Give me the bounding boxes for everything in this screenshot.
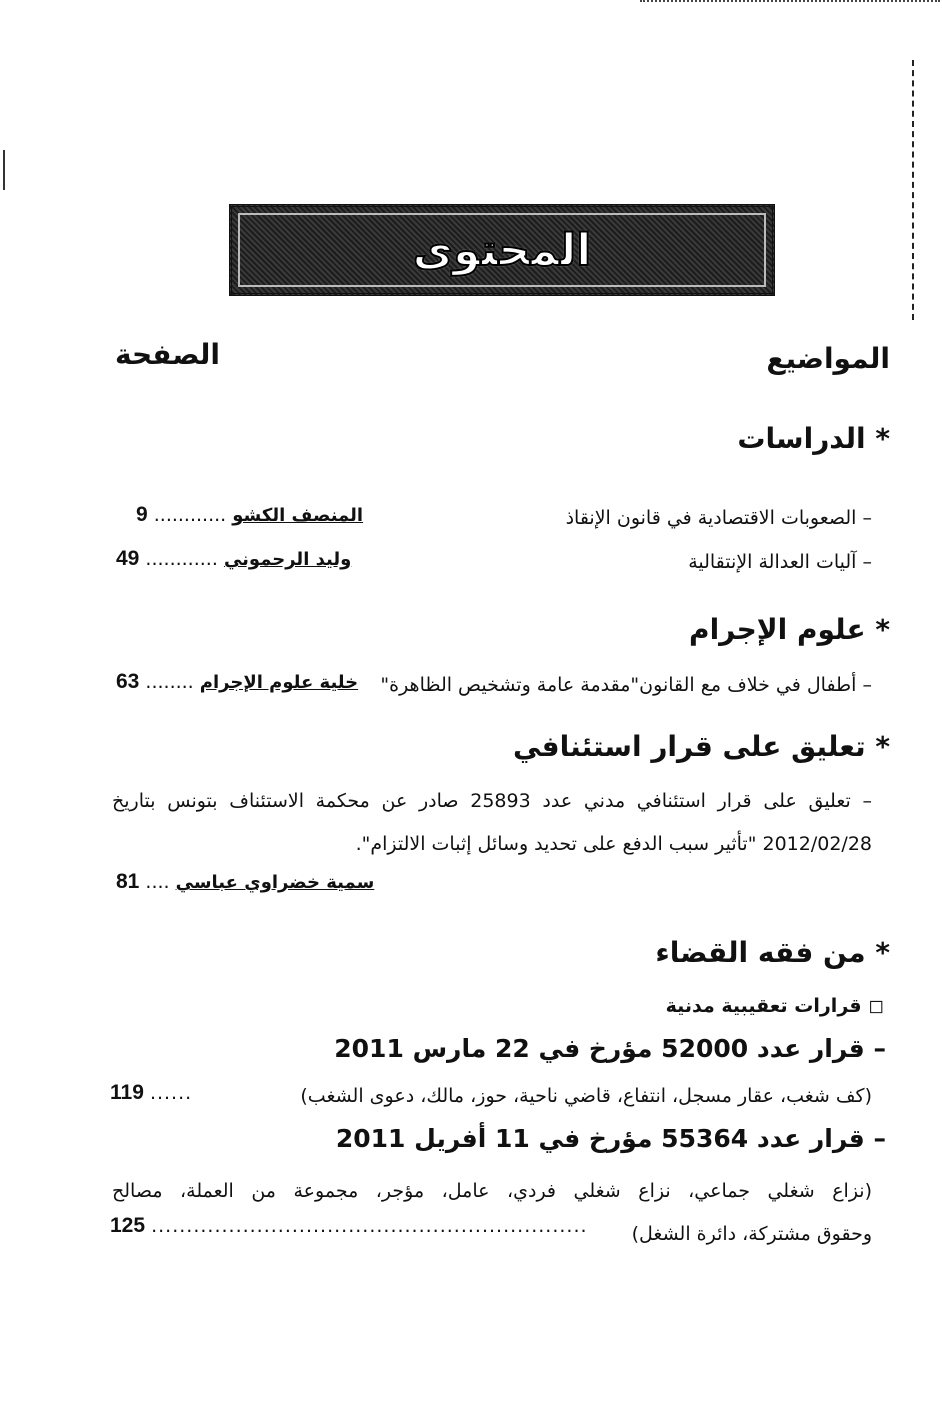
scan-border-top — [640, 0, 940, 2]
decision-2-keywords-line-2: وحقوق مشتركة، دائرة الشغل) — [631, 1223, 872, 1245]
bullet-star-icon: * — [875, 613, 890, 646]
decision-2-ref — [110, 1214, 588, 1238]
studies-item-1-dots: ............ — [153, 504, 227, 526]
section-criminology-title: * علوم الإجرام — [689, 613, 890, 646]
section-commentary-title: * تعليق على قرار استئنافي — [512, 730, 890, 763]
bullet-star-icon: * — [875, 730, 890, 763]
banner-title: المحتوى — [412, 224, 592, 276]
decision-1-dots: ...... — [149, 1082, 193, 1104]
decision-1-ref — [110, 1081, 192, 1105]
studies-item-2-dots: ............ — [145, 548, 218, 570]
decision-1-page: 119 — [110, 1081, 144, 1104]
commentary-line-1: – تعليق على قرار استئنافي مدني عدد 25893 صادر عن محكمة الاستئناف بتونس بتاريخ — [112, 790, 872, 812]
commentary-line-2: 2012/02/28 "تأثير سبب الدفع على تحديد وسائل إثبات الالتزام". — [355, 833, 872, 855]
studies-item-1-page: 9 — [136, 503, 148, 526]
decision-1-keywords: (كف شغب، عقار مسجل، انتفاع، قاضي ناحية، حوز، مالك، دعوى الشغب) — [300, 1085, 872, 1107]
decision-1-title: – قرار عدد 52000 مؤرخ في 22 مارس 2011 — [334, 1034, 886, 1063]
scan-edge-right — [912, 60, 914, 320]
section-jurisprudence-title: * من فقه القضاء — [655, 936, 890, 969]
studies-item-2-page: 49 — [116, 547, 140, 570]
studies-item-2-ref — [116, 547, 351, 571]
criminology-item-1-ref — [116, 670, 358, 694]
studies-item-1-author: المنصف الكشو — [232, 505, 364, 526]
decision-2-dots: .............................................................. — [151, 1215, 588, 1237]
bullet-star-icon: * — [875, 422, 890, 455]
topics-header: المواضيع — [766, 342, 890, 375]
commentary-dots: .... — [145, 871, 170, 893]
commentary-page: 81 — [116, 870, 140, 893]
studies-item-2-author: وليد الرحموني — [223, 549, 352, 570]
section-studies-title: * الدراسات — [737, 422, 890, 455]
square-bullet-icon: ◻ — [868, 995, 884, 1017]
page-header: الصفحة — [115, 338, 221, 371]
jurisprudence-subtitle: ◻ قرارات تعقيبية مدنية — [665, 995, 884, 1017]
scan-edge-left — [3, 150, 5, 190]
decision-2-keywords-line-1: (نزاع شغلي جماعي، نزاع شغلي فردي، عامل، مؤجر، مجموعة من العملة، مصالح — [112, 1180, 872, 1202]
contents-banner — [229, 204, 775, 296]
studies-item-1-ref — [136, 503, 363, 527]
studies-item-1-text: – الصعوبات الاقتصادية في قانون الإنقاذ — [565, 507, 872, 529]
decision-2-page: 125 — [110, 1214, 146, 1237]
decision-2-title: – قرار عدد 55364 مؤرخ في 11 أفريل 2011 — [335, 1124, 886, 1153]
criminology-item-1-author: خلية علوم الإجرام — [199, 672, 359, 693]
commentary-author: سمية خضراوي عباسي — [175, 872, 375, 893]
criminology-item-1-dots: ........ — [145, 671, 194, 693]
studies-item-2-text: – آليات العدالة الإنتقالية — [688, 551, 872, 573]
criminology-item-1-text: – أطفال في خلاف مع القانون"مقدمة عامة وتشخيص الظاهرة" — [380, 674, 872, 696]
bullet-star-icon: * — [875, 936, 890, 969]
criminology-item-1-page: 63 — [116, 670, 140, 693]
commentary-ref — [116, 870, 374, 894]
